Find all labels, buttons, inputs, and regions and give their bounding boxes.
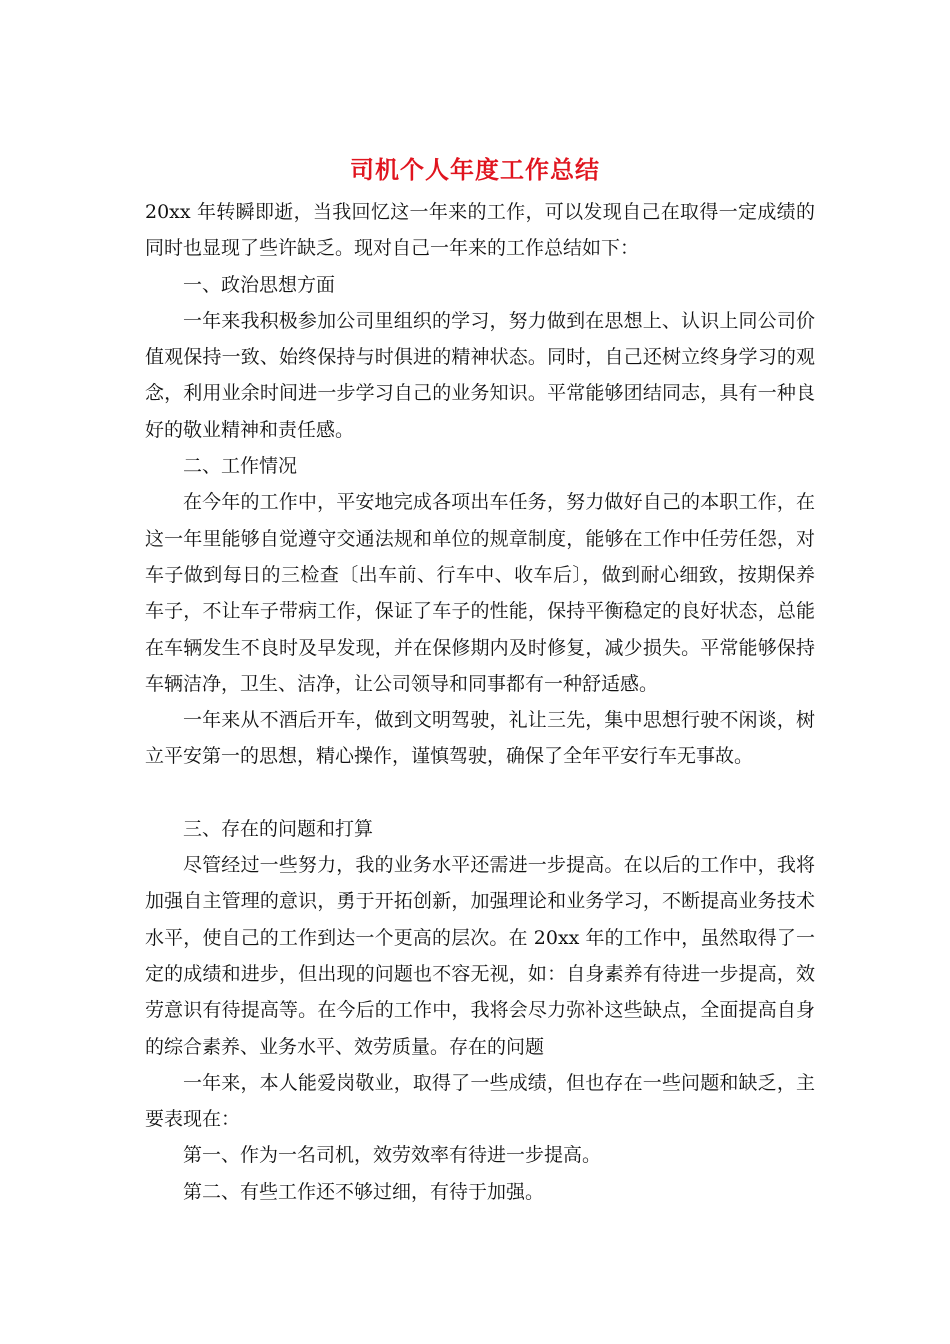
section-heading-work: 二、工作情况 xyxy=(183,455,298,478)
document-title: 司机个人年度工作总结 xyxy=(350,155,600,184)
problems-paragraph: 尽管经过一些努力，我的业务水平还需进一步提高。在以后的工作中，我将加强自主管理的意识，勇于开拓创新，加强理论和业务学习，不断提高业务技术水平，使自己的工作到达一个更高的层次。在 20xx 年的工作中，虽然取得了一定的成绩和进步，但出现的问题也不容无视，如：自身素养有待进一步提高，效劳意识有待提高等。在今后的工作中，我将会尽力弥补这些缺点，全面提高自身的综合素养、业务水平、效劳质量。存在的问题 xyxy=(145,854,815,1058)
document-body xyxy=(145,194,815,1210)
section-heading-problems: 三、存在的问题和打算 xyxy=(183,817,374,840)
intro-paragraph: 20xx 年转瞬即逝，当我回忆这一年来的工作，可以发现自己在取得一定成绩的同时也显现了些许缺乏。现对自己一年来的工作总结如下： xyxy=(145,201,815,260)
work-paragraph: 在今年的工作中，平安地完成各项出车任务，努力做好自己的本职工作，在这一年里能够自觉遵守交通法规和单位的规章制度，能够在工作中任劳任怨，对车子做到每日的三检查〔出车前、行车中、收车后〕，做到耐心细致，按期保养车子，不让车子带病工作，保证了车子的性能，保持平衡稳定的良好状态，总能在车辆发生不良时及早发现，并在保修期内及时修复，减少损失。平常能够保持车辆洁净，卫生、洁净，让公司领导和同事都有一种舒适感。 xyxy=(145,491,815,695)
section-heading-politics: 一、政治思想方面 xyxy=(183,273,336,296)
shortcomings-paragraph: 一年来，本人能爱岗敬业，取得了一些成绩，但也存在一些问题和缺乏，主要表现在： xyxy=(145,1071,815,1131)
point-two: 第二、有些工作还不够过细，有待于加强。 xyxy=(183,1180,545,1203)
point-one: 第一、作为一名司机，效劳效率有待进一步提高。 xyxy=(183,1144,602,1167)
politics-paragraph: 一年来我积极参加公司里组织的学习，努力做到在思想上、认识上同公司价值观保持一致、始终保持与时俱进的精神状态。同时，自己还树立终身学习的观念，利用业余时间进一步学习自己的业务知识。平常能够团结同志，具有一种良好的敬业精神和责任感。 xyxy=(145,309,815,441)
safety-paragraph: 一年来从不酒后开车，做到文明驾驶，礼让三先，集中思想行驶不闲谈，树立平安第一的思想，精心操作，谨慎驾驶，确保了全年平安行车无事故。 xyxy=(145,709,815,768)
blank-line xyxy=(145,775,815,811)
